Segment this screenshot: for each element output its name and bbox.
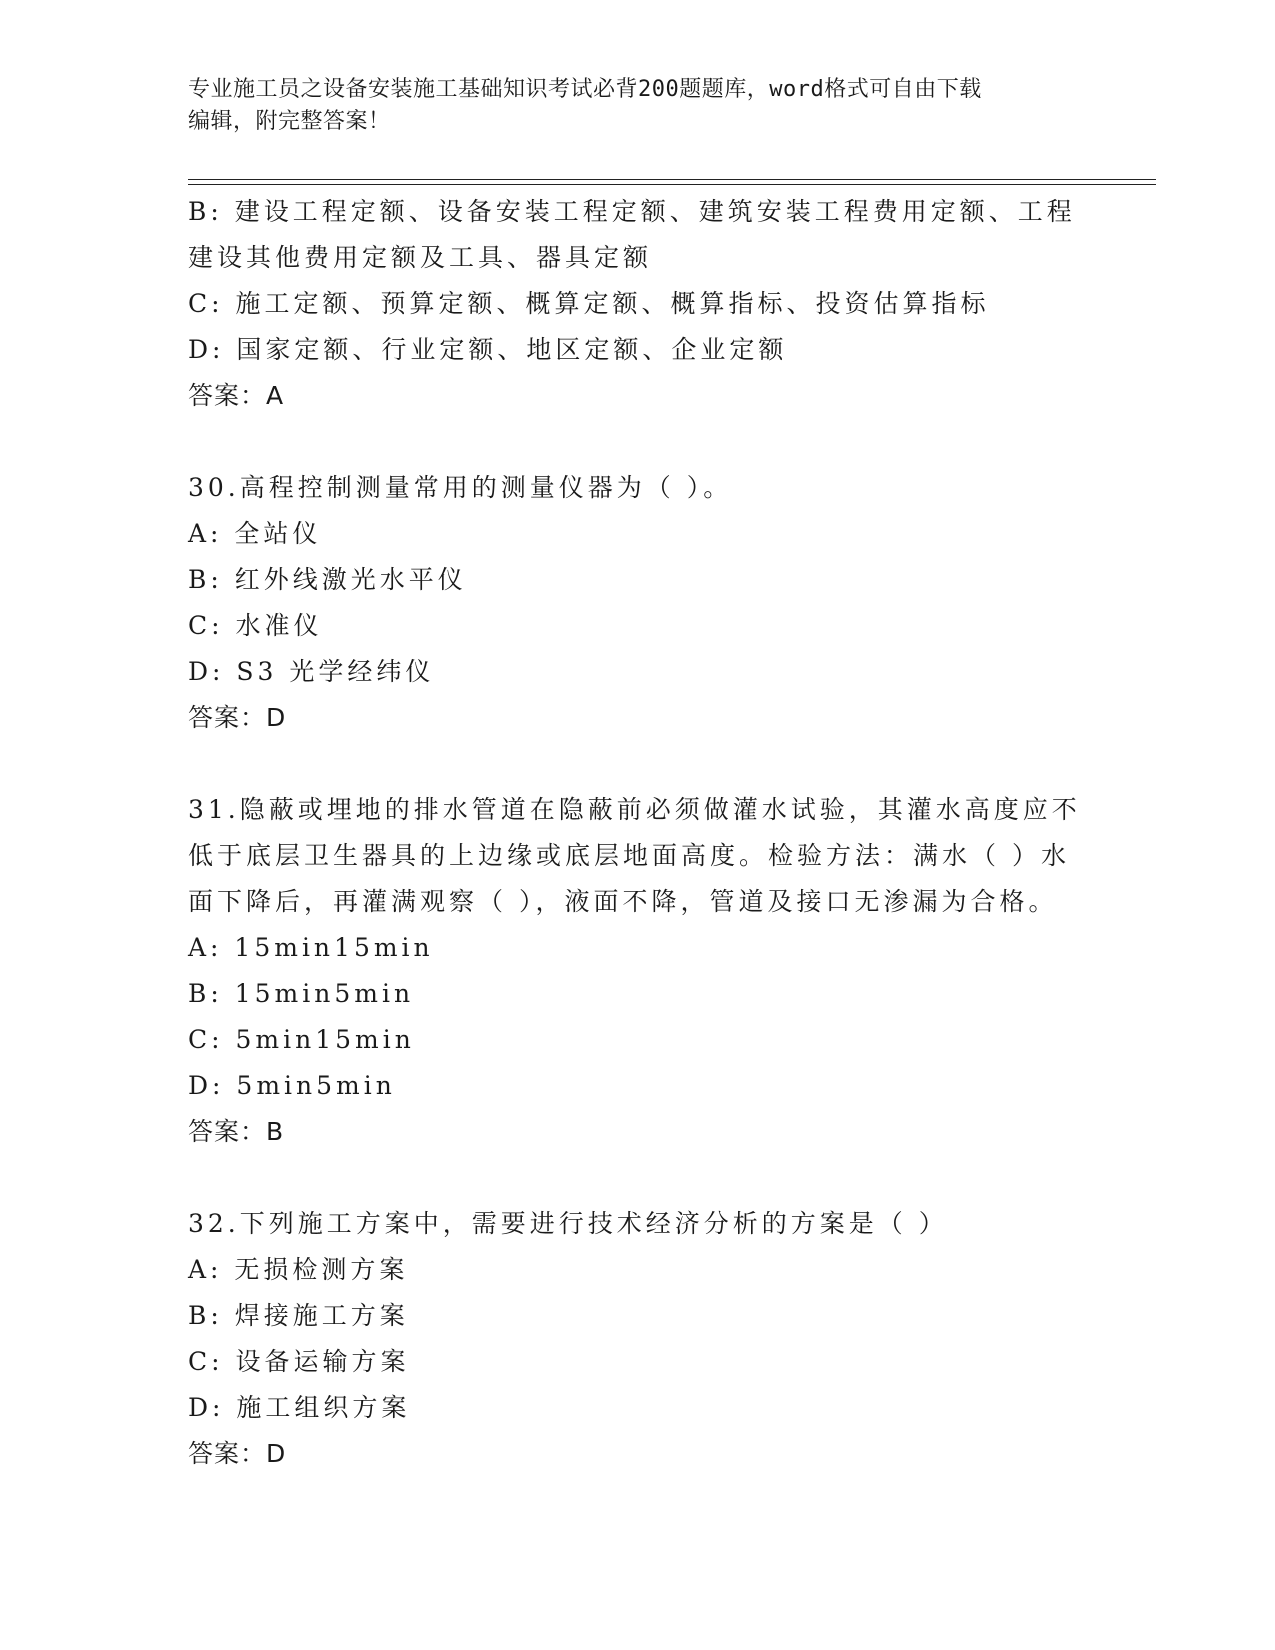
question-stem: 30.高程控制测量常用的测量仪器为（ ）。 bbox=[188, 473, 733, 502]
document-header bbox=[188, 74, 1088, 138]
spacer bbox=[188, 1155, 1108, 1201]
question-stem-continued: 低于底层卫生器具的上边缘或底层地面高度。检验方法：满水（ ）水 bbox=[188, 841, 1070, 870]
option-b: B: 焊接施工方案 bbox=[188, 1301, 409, 1330]
answer-line: 答案：A bbox=[188, 381, 285, 410]
option-b: B: 红外线激光水平仪 bbox=[188, 565, 467, 594]
option-c: C: 设备运输方案 bbox=[188, 1347, 410, 1376]
header-line-1: 专业施工员之设备安装施工基础知识考试必背200题题库，word格式可自由下载 bbox=[188, 77, 982, 102]
option-d: D: 5min5min bbox=[188, 1071, 396, 1100]
option-d: D: S3 光学经纬仪 bbox=[188, 657, 435, 686]
option-c: C: 施工定额、预算定额、概算定额、概算指标、投资估算指标 bbox=[188, 289, 990, 318]
option-c: C: 5min15min bbox=[188, 1025, 415, 1054]
header-divider-bottom bbox=[188, 184, 1156, 185]
spacer bbox=[188, 419, 1108, 465]
previous-question-block bbox=[188, 189, 1108, 419]
answer-line: 答案：B bbox=[188, 1117, 285, 1146]
question-content bbox=[188, 189, 1108, 1477]
header-line-2: 编辑，附完整答案！ bbox=[188, 109, 391, 134]
question-stem-continued: 面下降后，再灌满观察（ ），液面不降，管道及接口无渗漏为合格。 bbox=[188, 887, 1058, 916]
answer-line: 答案：D bbox=[188, 1439, 287, 1468]
option-b: B: 15min5min bbox=[188, 979, 415, 1008]
option-c: C: 水准仪 bbox=[188, 611, 323, 640]
header-divider-top bbox=[188, 179, 1156, 180]
answer-line: 答案：D bbox=[188, 703, 287, 732]
option-a: A: 全站仪 bbox=[188, 519, 322, 548]
question-stem: 31.隐蔽或埋地的排水管道在隐蔽前必须做灌水试验，其灌水高度应不 bbox=[188, 795, 1081, 824]
option-d: D: 施工组织方案 bbox=[188, 1393, 411, 1422]
question-stem: 32.下列施工方案中，需要进行技术经济分析的方案是（ ） bbox=[188, 1209, 948, 1238]
question-31-block bbox=[188, 787, 1108, 1155]
option-b-continued: 建设其他费用定额及工具、器具定额 bbox=[188, 243, 653, 272]
question-32-block bbox=[188, 1201, 1108, 1477]
option-b: B: 建设工程定额、设备安装工程定额、建筑安装工程费用定额、工程 bbox=[188, 197, 1076, 226]
option-a: A: 无损检测方案 bbox=[188, 1255, 409, 1284]
option-a: A: 15min15min bbox=[188, 933, 434, 962]
option-d: D: 国家定额、行业定额、地区定额、企业定额 bbox=[188, 335, 788, 364]
question-30-block bbox=[188, 465, 1108, 741]
spacer bbox=[188, 741, 1108, 787]
